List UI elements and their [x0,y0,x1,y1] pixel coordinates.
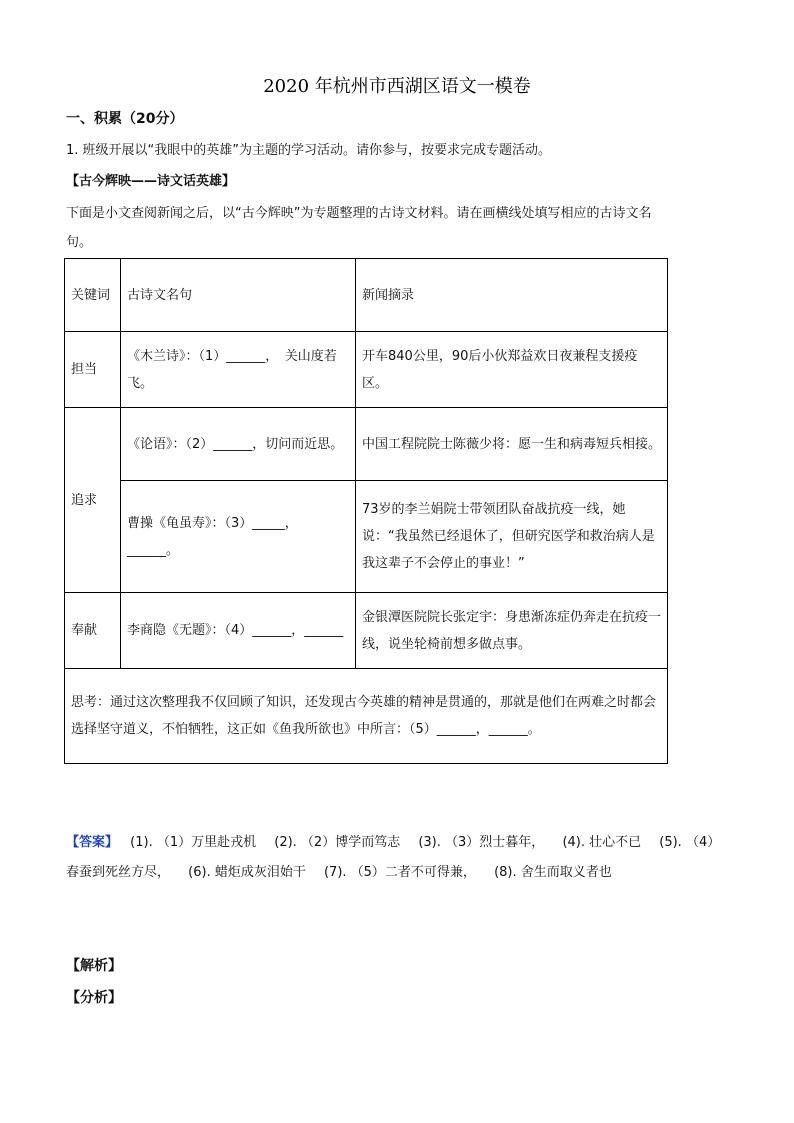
sub-heading: 【古今辉映——诗文话英雄】 [66,174,236,189]
news-cell: 金银潭医院院长张定宇：身患渐冻症仍奔走在抗疫一线，说坐轮椅前想多做点事。 [356,593,668,669]
table-row [65,332,668,408]
section-heading: 一、积累（20分） [66,111,184,127]
news-cell: 中国工程院院士陈薇少将：愿一生和病毒短兵相接。 [356,408,668,481]
poem-table [64,258,668,764]
page-title: 2020 年杭州市西湖区语文一模卷 [263,76,531,97]
answer-block [66,828,728,888]
keyword-cell: 奉献 [65,593,121,669]
table-row [65,593,668,669]
answer-item: (8). 舍生而取义者也 [494,865,612,880]
table-row [65,481,668,593]
answer-item: (3). （3）烈士暮年， [418,835,545,850]
verse-cell: 曹操《龟虽寿》：（3）_____，______。 [121,481,356,593]
news-cell: 开车840公里，90后小伙郑益欢日夜兼程支援疫区。 [356,332,668,408]
answer-item: (6). 蜡炬成灰泪始干 [188,865,306,880]
breakdown-label: 【分析】 [66,990,122,1006]
answer-item: (4). 壮心不已 [562,835,642,850]
answer-item: (5). （4）春蚕到死丝方尽， [66,835,721,880]
header-verse: 古诗文名句 [121,259,356,332]
question-text: 1. 班级开展以“我眼中的英雄”为主题的学习活动。请你参与，按要求完成专题活动。 [66,143,552,158]
instruction-line: 句。 [66,235,93,250]
answer-item: (2). （2）博学而笃志 [274,835,401,850]
table-row [65,408,668,481]
keyword-cell: 担当 [65,332,121,408]
verse-cell: 《木兰诗》：（1）______， 关山度若飞。 [121,332,356,408]
think-cell: 思考：通过这次整理我不仅回顾了知识，还发现古今英雄的精神是贯通的，那就是他们在两难之时都会选择坚守道义，不怕牺牲，这正如《鱼我所欲也》中所言：（5）______，______。 [65,669,668,764]
answer-item: (7). （5）二者不可得兼， [323,865,476,880]
header-keyword: 关键词 [65,259,121,332]
news-cell: 73岁的李兰娟院士带领团队奋战抗疫一线，她说：“我虽然已经退休了，但研究医学和救治病人是我这辈子不会停止的事业！” [356,481,668,593]
header-news: 新闻摘录 [356,259,668,332]
keyword-cell: 追求 [65,408,121,593]
table-row-think [65,669,668,764]
verse-cell: 李商隐《无题》：（4）______，______ [121,593,356,669]
table-header-row [65,259,668,332]
instruction-line: 下面是小文查阅新闻之后，以“古今辉映”为专题整理的古诗文材料。请在画横线处填写相应的古诗文名 [66,206,652,221]
answer-item: (1). （1）万里赴戎机 [130,835,257,850]
analysis-label: 【解析】 [66,958,122,974]
verse-cell: 《论语》：（2）______，切问而近思。 [121,408,356,481]
answer-label: 【答案】 [66,835,119,850]
